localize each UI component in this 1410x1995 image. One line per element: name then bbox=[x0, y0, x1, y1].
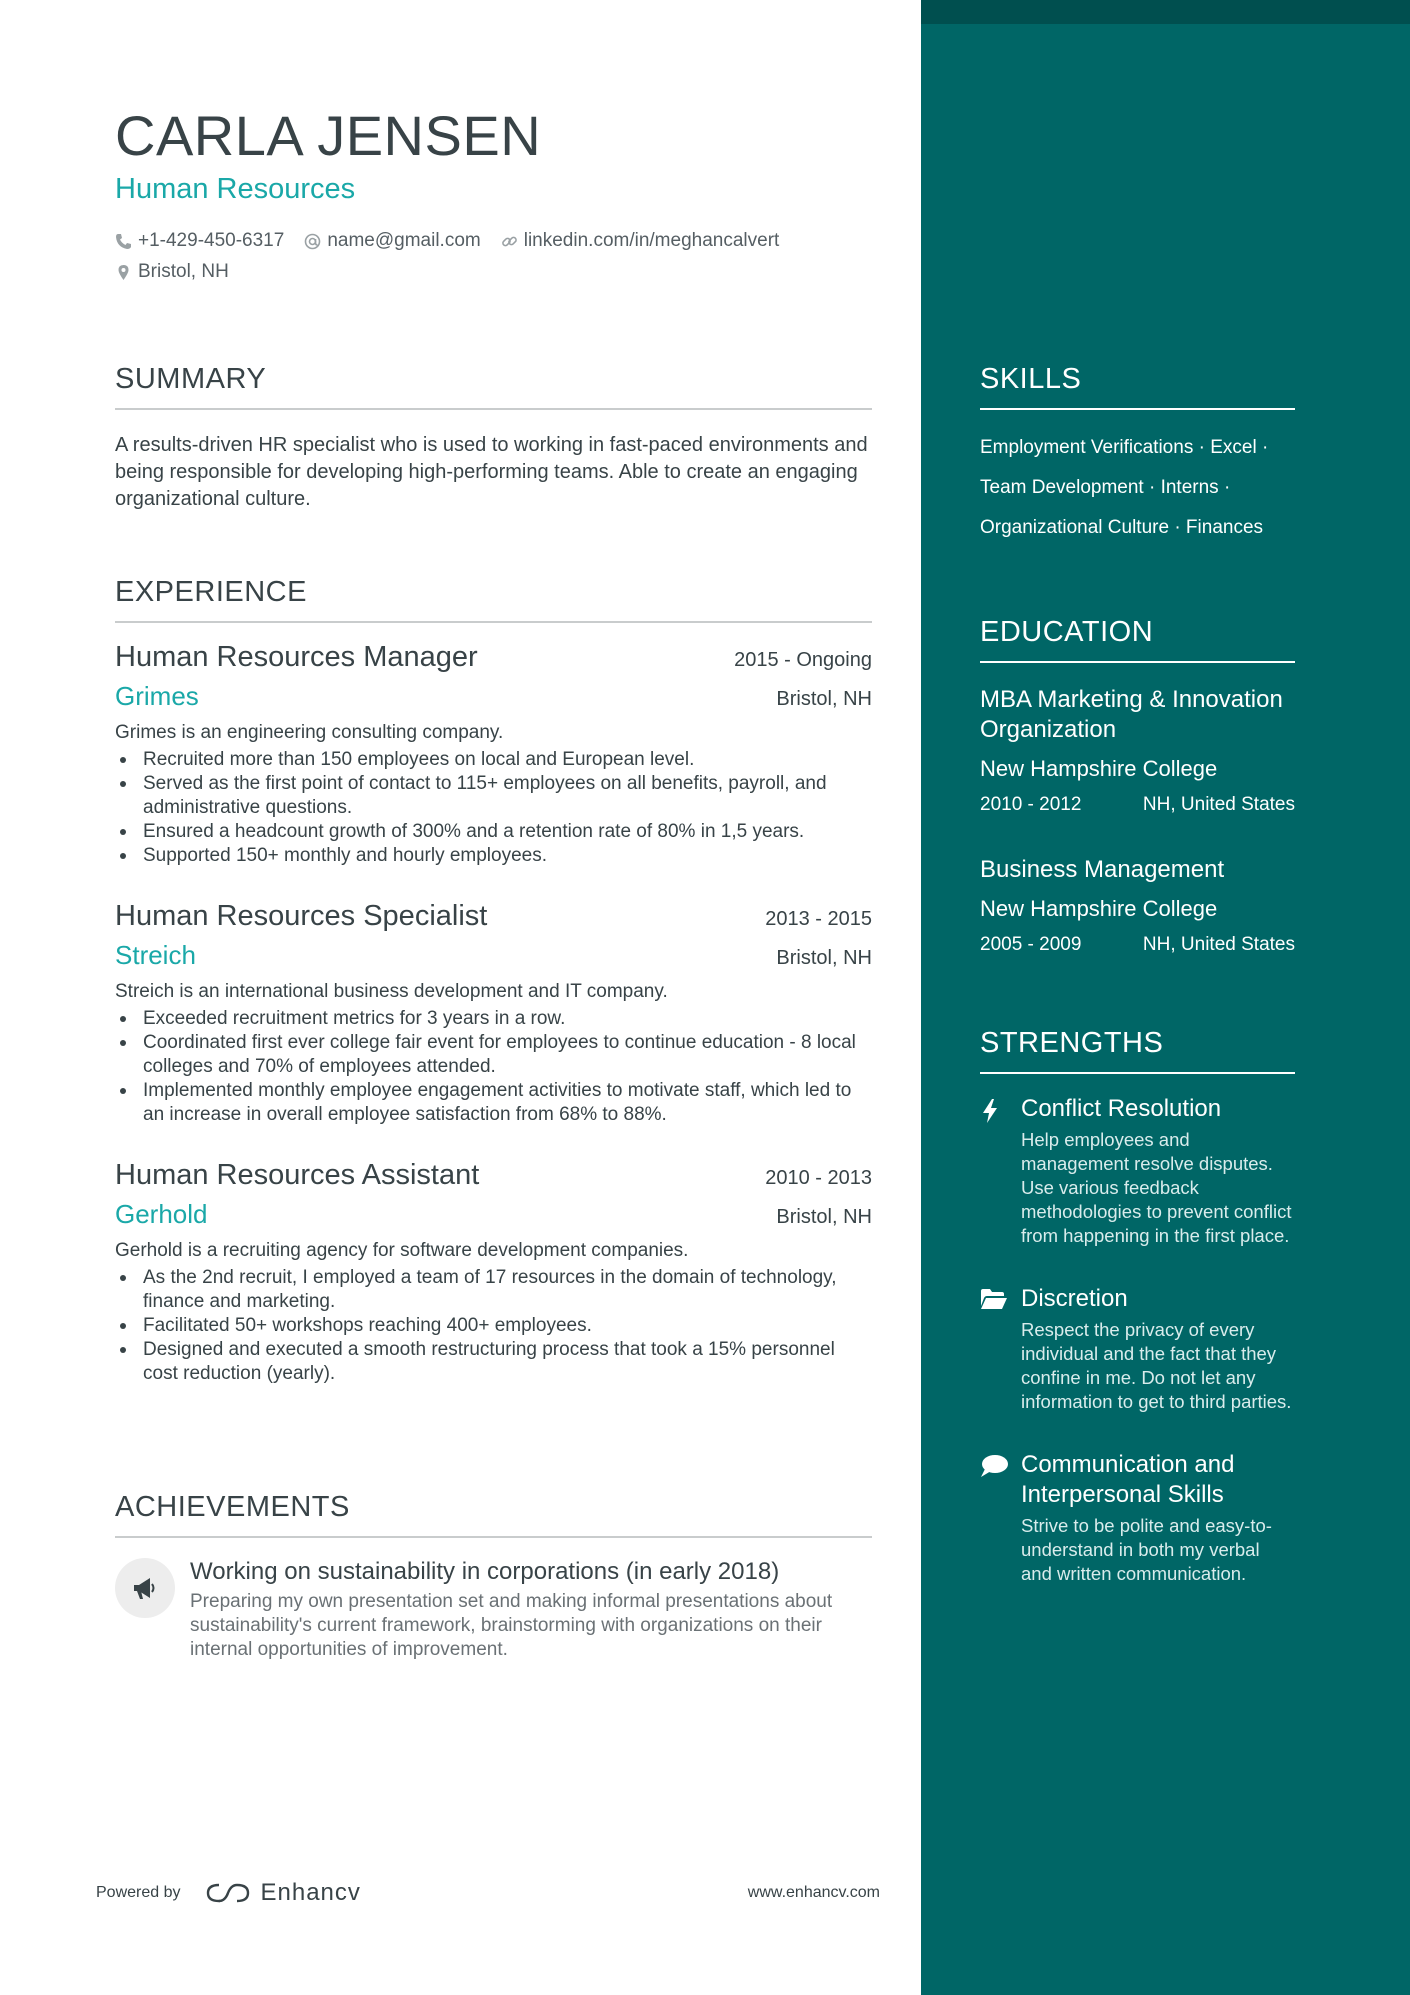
skills-list bbox=[980, 428, 1295, 548]
education-degree: Business Management bbox=[980, 856, 1225, 883]
job-dates: 2010 - 2013 bbox=[765, 1167, 872, 1189]
contact-row bbox=[115, 259, 872, 285]
job-title: Human Resources Specialist bbox=[115, 900, 488, 932]
job-bullet: Exceeded recruitment metrics for 3 years in a row. bbox=[115, 1007, 872, 1031]
job-entry bbox=[115, 898, 872, 1127]
strengths-section bbox=[980, 1026, 1295, 1586]
megaphone-icon bbox=[115, 1558, 175, 1618]
job-company: Grimes bbox=[115, 681, 199, 711]
job-bullet: Served as the first point of contact to 115+ employees on all benefits, payroll, and administrative questions. bbox=[115, 772, 872, 820]
lightning-icon bbox=[980, 1098, 1008, 1124]
job-bullet: As the 2nd recruit, I employed a team of 17 resources in the domain of technology, finance and marketing. bbox=[115, 1266, 872, 1314]
skills-line: Team Development · Interns · bbox=[980, 477, 1231, 498]
job-description: Streich is an international business development and IT company. bbox=[115, 981, 668, 1002]
skills-title: SKILLS bbox=[980, 362, 1295, 410]
strength-description: Strive to be polite and easy-to-understand in both my verbal and written communication. bbox=[1021, 1515, 1272, 1584]
strength-title: Discretion bbox=[1021, 1285, 1128, 1312]
job-location: Bristol, NH bbox=[776, 947, 872, 969]
job-entry bbox=[115, 639, 872, 868]
achievements-section bbox=[115, 1490, 872, 1662]
strength-description: Help employees and management resolve disputes. Use various feedback methodologies to prevent conflict from happening in the first place. bbox=[1021, 1129, 1292, 1246]
enhancv-logo-icon bbox=[205, 1881, 251, 1905]
achievements-title: ACHIEVEMENTS bbox=[115, 1490, 872, 1538]
skills-line: Employment Verifications · Excel · bbox=[980, 437, 1269, 458]
summary-section bbox=[115, 362, 872, 513]
contact-location bbox=[115, 261, 229, 283]
brand-name: Enhancv bbox=[260, 1879, 361, 1906]
speech-bubble-icon bbox=[980, 1454, 1008, 1480]
summary-title: SUMMARY bbox=[115, 362, 872, 410]
at-icon bbox=[304, 233, 321, 250]
education-degree: MBA Marketing & Innovation Organization bbox=[980, 686, 1283, 743]
job-header bbox=[115, 898, 872, 934]
strength-title: Conflict Resolution bbox=[1021, 1095, 1222, 1122]
job-company: Gerhold bbox=[115, 1199, 208, 1229]
education-title: EDUCATION bbox=[980, 615, 1295, 663]
achievement-title: Working on sustainability in corporations (in early 2018) bbox=[190, 1558, 780, 1585]
phone-icon bbox=[115, 233, 132, 250]
skills-line: Organizational Culture · Finances bbox=[980, 517, 1264, 538]
education-section bbox=[980, 615, 1295, 957]
job-dates: 2013 - 2015 bbox=[765, 908, 872, 930]
contact-info bbox=[115, 228, 872, 290]
skills-section bbox=[980, 362, 1295, 548]
job-bullet: Coordinated first ever college fair event for employees to continue education - 8 local colleges and 70% of employees attended. bbox=[115, 1031, 872, 1079]
strength-item bbox=[980, 1094, 1295, 1248]
experience-section bbox=[115, 575, 872, 1386]
map-pin-icon bbox=[115, 264, 132, 281]
job-bullet: Facilitated 50+ workshops reaching 400+ employees. bbox=[115, 1314, 872, 1338]
job-title: Human Resources Manager bbox=[115, 641, 478, 673]
job-header bbox=[115, 1157, 872, 1193]
education-location: NH, United States bbox=[1142, 934, 1295, 955]
education-item bbox=[980, 685, 1295, 817]
folder-open-icon bbox=[980, 1288, 1008, 1314]
website-link[interactable]: www.enhancv.com bbox=[747, 1884, 880, 1901]
strength-item bbox=[980, 1284, 1295, 1414]
job-subheader bbox=[115, 679, 872, 713]
job-bullet: Supported 150+ monthly and hourly employees. bbox=[115, 844, 872, 868]
strength-description: Respect the privacy of every individual and the fact that they confine in me. Do not let any information to get to third parties. bbox=[1021, 1319, 1292, 1412]
education-school: New Hampshire College bbox=[980, 896, 1218, 921]
experience-title: EXPERIENCE bbox=[115, 575, 872, 623]
email-text: name@gmail.com bbox=[327, 230, 481, 251]
enhancv-logo[interactable] bbox=[205, 1879, 361, 1907]
job-dates: 2015 - Ongoing bbox=[734, 649, 872, 671]
location-text: Bristol, NH bbox=[138, 261, 229, 282]
contact-linkedin[interactable] bbox=[501, 230, 780, 252]
strength-item bbox=[980, 1450, 1295, 1586]
job-bullet: Ensured a headcount growth of 300% and a retention rate of 80% in 1,5 years. bbox=[115, 820, 872, 844]
achievement-description: Preparing my own presentation set and making informal presentations about sustainability's current framework, brainstorming with organizations on their internal opportunities of improvement. bbox=[190, 1591, 833, 1660]
contact-email[interactable] bbox=[304, 230, 480, 252]
job-header bbox=[115, 639, 872, 675]
job-location: Bristol, NH bbox=[776, 688, 872, 710]
education-school: New Hampshire College bbox=[980, 756, 1218, 781]
candidate-role: Human Resources bbox=[115, 173, 356, 205]
phone-text: +1-429-450-6317 bbox=[138, 230, 285, 251]
summary-text: A results-driven HR specialist who is used to working in fast-paced environments and being responsible for developing high-performing teams. Able to create an engaging organizational culture. bbox=[115, 434, 868, 510]
sidebar-top-bar bbox=[921, 0, 1410, 24]
education-dates: 2005 - 2009 bbox=[980, 934, 1082, 955]
contact-row bbox=[115, 228, 872, 254]
job-bullets bbox=[115, 748, 872, 868]
job-entry bbox=[115, 1157, 872, 1386]
job-title: Human Resources Assistant bbox=[115, 1159, 480, 1191]
education-dates: 2010 - 2012 bbox=[980, 794, 1082, 815]
link-icon bbox=[501, 233, 518, 250]
education-meta bbox=[980, 933, 1295, 957]
job-description: Grimes is an engineering consulting company. bbox=[115, 722, 504, 743]
job-description: Gerhold is a recruiting agency for software development companies. bbox=[115, 1240, 689, 1261]
sidebar bbox=[921, 0, 1410, 1995]
candidate-name: CARLA JENSEN bbox=[115, 104, 542, 167]
job-subheader bbox=[115, 938, 872, 972]
job-bullet: Implemented monthly employee engagement activities to motivate staff, which led to an increase in overall employee satisfaction from 68% to 88%. bbox=[115, 1079, 872, 1127]
job-subheader bbox=[115, 1197, 872, 1231]
job-bullets bbox=[115, 1266, 872, 1386]
strengths-title: STRENGTHS bbox=[980, 1026, 1295, 1074]
education-item bbox=[980, 855, 1295, 957]
job-bullet: Recruited more than 150 employees on local and European level. bbox=[115, 748, 872, 772]
job-location: Bristol, NH bbox=[776, 1206, 872, 1228]
job-bullets bbox=[115, 1007, 872, 1127]
strength-title: Communication and Interpersonal Skills bbox=[1021, 1451, 1235, 1508]
job-company: Streich bbox=[115, 940, 196, 970]
linkedin-text: linkedin.com/in/meghancalvert bbox=[523, 230, 780, 251]
job-bullet: Designed and executed a smooth restructuring process that took a 15% personnel cost reduction (yearly). bbox=[115, 1338, 872, 1386]
contact-phone[interactable] bbox=[115, 230, 284, 252]
education-meta bbox=[980, 793, 1295, 817]
achievement-item bbox=[115, 1556, 872, 1662]
education-location: NH, United States bbox=[1142, 794, 1295, 815]
powered-by-label: Powered by bbox=[96, 1884, 181, 1901]
footer bbox=[96, 1878, 880, 1908]
